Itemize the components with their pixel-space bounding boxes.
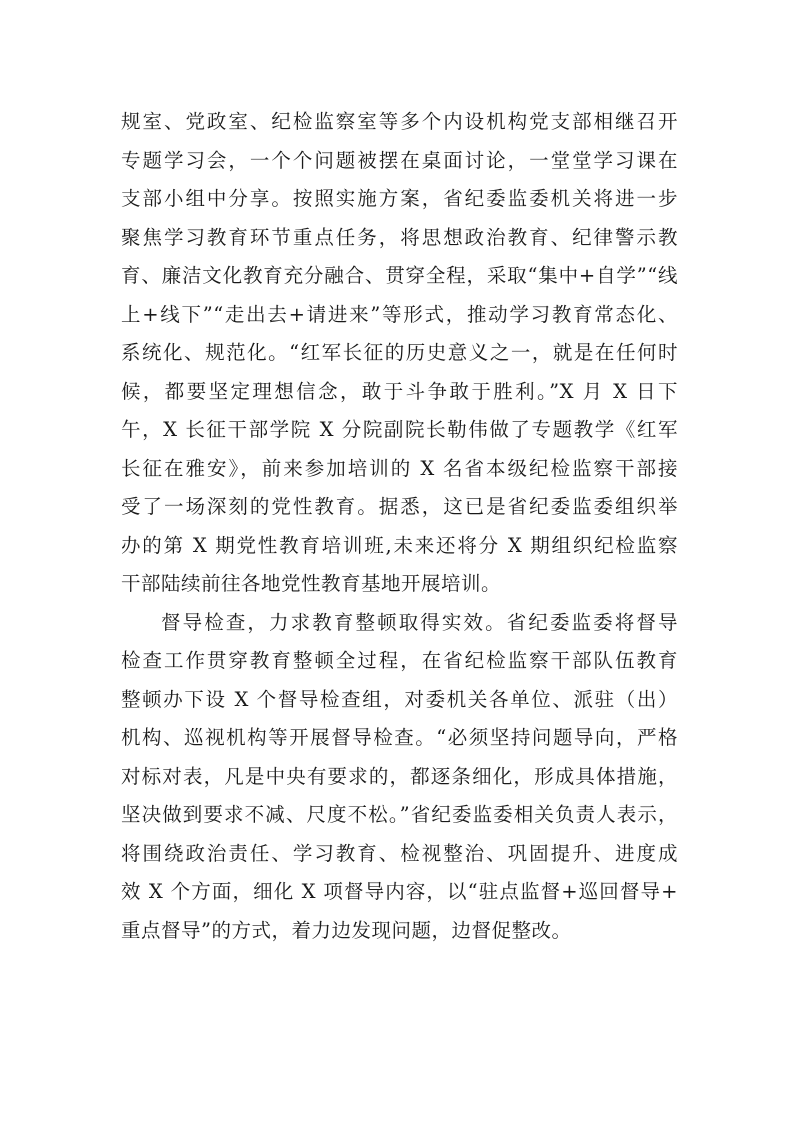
text-line: 办的第 X 期党性教育培训班,未来还将分 X 期组织纪检监察 — [121, 533, 678, 557]
text-line: 督导检查，力求教育整顿取得实效。省纪委监委将督导 — [161, 610, 678, 634]
text-line: 对标对表，凡是中央有要求的，都逐条细化，形成具体措施， — [121, 764, 678, 788]
text-line: 上+线下”“走出去+请进来”等形式，推动学习教育常态化、 — [121, 302, 678, 326]
text-line: 受了一场深刻的党性教育。据悉，这已是省纪委监委组织举 — [121, 495, 678, 518]
text-line: 干部陆续前往各地党性教育基地开展培训。 — [121, 572, 502, 595]
text-line: 将围绕政治责任、学习教育、检视整治、巩固提升、进度成 — [121, 841, 678, 865]
document-page — [121, 103, 678, 950]
text-line: 重点督导”的方式，着力边发现问题，边督促整改。 — [121, 918, 572, 942]
text-line: 规室、党政室、纪检监察室等多个内设机构党支部相继召开 — [121, 110, 678, 133]
paragraph — [121, 103, 678, 604]
text-line: 候，都要坚定理想信念，敢于斗争敢于胜利。”X 月 X 日下 — [121, 379, 678, 403]
text-line: 聚焦学习教育环节重点任务，将思想政治教育、纪律警示教 — [121, 225, 678, 249]
text-line: 支部小组中分享。按照实施方案，省纪委监委机关将进一步 — [121, 187, 678, 210]
text-line: 长征在雅安》，前来参加培训的 X 名省本级纪检监察干部接 — [121, 456, 678, 480]
text-line: 效 X 个方面，细化 X 项督导内容，以“驻点监督+巡回督导+ — [121, 880, 678, 903]
text-line: 整顿办下设 X 个督导检查组，对委机关各单位、派驻（出） — [121, 687, 678, 711]
text-line: 育、廉洁文化教育充分融合、贯穿全程，采取“集中+自学”“线 — [121, 264, 678, 287]
text-line: 专题学习会，一个个问题被摆在桌面讨论，一堂堂学习课在 — [121, 148, 678, 172]
text-line: 机构、巡视机构等开展督导检查。“必须坚持问题导向，严格 — [121, 726, 678, 749]
text-line: 坚决做到要求不减、尺度不松。”省纪委监委相关负责人表示， — [121, 803, 678, 826]
paragraph — [121, 604, 678, 951]
text-line: 系统化、规范化。“红军长征的历史意义之一，就是在任何时 — [121, 341, 678, 364]
text-line: 午，X 长征干部学院 X 分院副院长勒伟做了专题教学《红军 — [121, 418, 678, 441]
text-line: 检查工作贯穿教育整顿全过程，在省纪检监察干部队伍教育 — [121, 649, 678, 672]
